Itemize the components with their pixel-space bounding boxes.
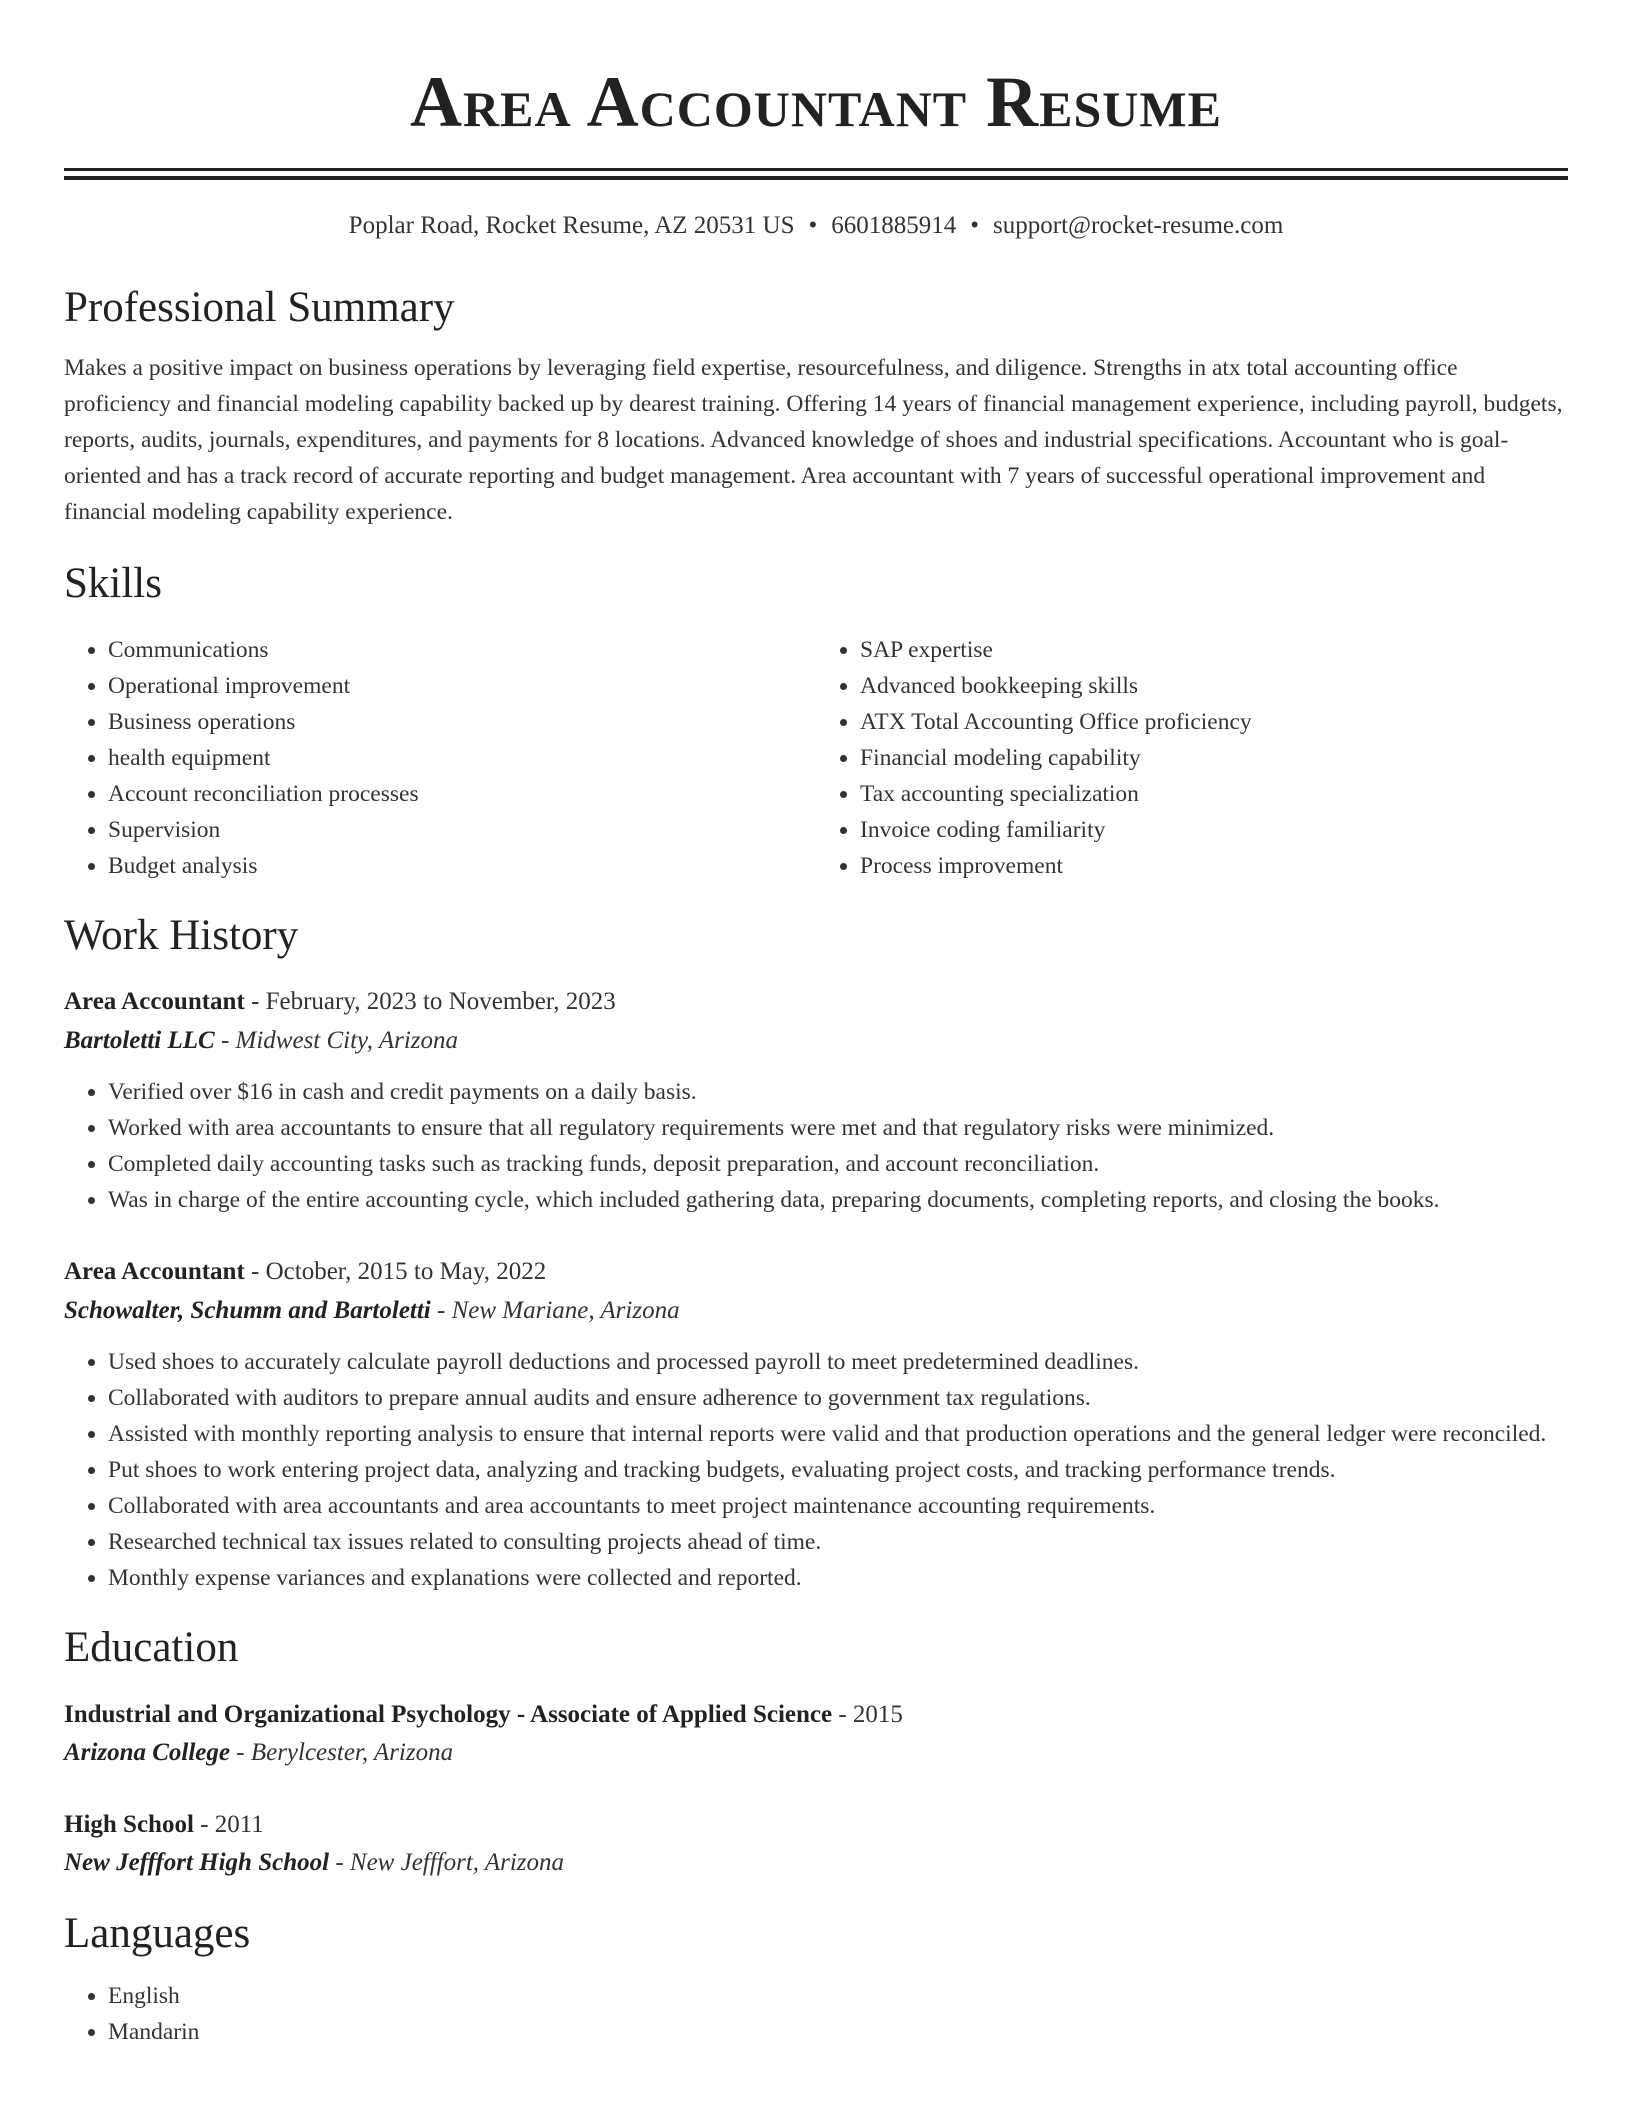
job-title-line bbox=[64, 982, 1568, 1022]
job-duty: • Verified over $16 in cash and credit payments on a daily basis. bbox=[108, 1074, 1568, 1110]
summary-heading: Professional Summary bbox=[64, 284, 455, 331]
education-degree: Industrial and Organizational Psychology - Associate of Applied Science bbox=[64, 1701, 833, 1728]
contact-email[interactable]: support@rocket-resume.com bbox=[993, 212, 1284, 239]
job-duty: • Worked with area accountants to ensure that all regulatory requirements were met and that regulatory risks were minimized. bbox=[108, 1110, 1568, 1146]
skill-item: • Supervision bbox=[108, 812, 816, 848]
job-location: - New Mariane, Arizona bbox=[430, 1297, 680, 1324]
education-degree-line bbox=[64, 1696, 1568, 1734]
language-item: • Mandarin bbox=[108, 2014, 1568, 2050]
skill-item: • Advanced bookkeeping skills bbox=[860, 668, 1568, 704]
education-location: - Berylcester, Arizona bbox=[230, 1739, 454, 1766]
education-year: - 2011 bbox=[193, 1811, 264, 1838]
skill-item: • Account reconciliation processes bbox=[108, 776, 816, 812]
education-degree: High School bbox=[64, 1811, 194, 1838]
job-duty: • Completed daily accounting tasks such as tracking funds, deposit preparation, and account reconciliation. bbox=[108, 1146, 1568, 1182]
job-location: - Midwest City, Arizona bbox=[214, 1027, 459, 1054]
skill-item: • health equipment bbox=[108, 740, 816, 776]
job-duty: • Collaborated with area accountants and area accountants to meet project maintenance accounting requirements. bbox=[108, 1488, 1568, 1524]
resume-title: Area Accountant Resume bbox=[410, 62, 1222, 142]
skill-item: • Financial modeling capability bbox=[860, 740, 1568, 776]
job-duty: • Researched technical tax issues related to consulting projects ahead of time. bbox=[108, 1524, 1568, 1560]
skills-list bbox=[64, 632, 1568, 884]
education-location: - New Jefffort, Arizona bbox=[329, 1849, 565, 1876]
job-duty: • Put shoes to work entering project data, analyzing and tracking budgets, evaluating project costs, and tracking performance trends. bbox=[108, 1452, 1568, 1488]
skill-item: • Communications bbox=[108, 632, 816, 668]
languages-list bbox=[64, 1978, 1568, 2050]
job-company: Bartoletti LLC bbox=[64, 1027, 215, 1054]
job-company-line bbox=[64, 1022, 1568, 1060]
job-duties-list bbox=[64, 1074, 1568, 1218]
job-dates: - October, 2015 to May, 2022 bbox=[244, 1258, 547, 1285]
education-school: New Jefffort High School bbox=[64, 1849, 330, 1876]
contact-separator: • bbox=[970, 212, 980, 239]
education-school-line bbox=[64, 1844, 1568, 1882]
skill-item: • Tax accounting specialization bbox=[860, 776, 1568, 812]
job-duty: • Monthly expense variances and explanations were collected and reported. bbox=[108, 1560, 1568, 1596]
job-company-line bbox=[64, 1292, 1568, 1330]
education-heading: Education bbox=[64, 1624, 239, 1671]
language-item: • English bbox=[108, 1978, 1568, 2014]
skills-column-right bbox=[816, 632, 1568, 884]
job-company: Schowalter, Schumm and Bartoletti bbox=[64, 1297, 431, 1324]
job-duty: • Assisted with monthly reporting analysis to ensure that internal reports were valid and that production operations and the general ledger were reconciled. bbox=[108, 1416, 1568, 1452]
title-divider bbox=[64, 168, 1568, 180]
work-history-heading: Work History bbox=[64, 912, 299, 959]
education-year: - 2015 bbox=[832, 1701, 903, 1728]
skills-heading: Skills bbox=[64, 560, 162, 607]
contact-phone: 6601885914 bbox=[831, 212, 957, 239]
job-title: Area Accountant bbox=[64, 988, 245, 1015]
skill-item: • Budget analysis bbox=[108, 848, 816, 884]
contact-line bbox=[64, 208, 1568, 244]
job-title-line bbox=[64, 1252, 1568, 1292]
job-duty: • Was in charge of the entire accounting cycle, which included gathering data, preparing documents, completing reports, and closing the books. bbox=[108, 1182, 1568, 1218]
job-duty: • Used shoes to accurately calculate payroll deductions and processed payroll to meet predetermined deadlines. bbox=[108, 1344, 1568, 1380]
skill-item: • ATX Total Accounting Office proficiency bbox=[860, 704, 1568, 740]
skill-item: • Operational improvement bbox=[108, 668, 816, 704]
skills-column-left bbox=[64, 632, 816, 884]
skill-item: • Business operations bbox=[108, 704, 816, 740]
job-duty: • Collaborated with auditors to prepare annual audits and ensure adherence to government tax regulations. bbox=[108, 1380, 1568, 1416]
job-dates: - February, 2023 to November, 2023 bbox=[244, 988, 616, 1015]
skill-item: • Process improvement bbox=[860, 848, 1568, 884]
languages-heading: Languages bbox=[64, 1910, 251, 1957]
job-title: Area Accountant bbox=[64, 1258, 245, 1285]
contact-separator: • bbox=[808, 212, 818, 239]
education-school: Arizona College bbox=[64, 1739, 230, 1766]
job-duties-list bbox=[64, 1344, 1568, 1596]
skill-item: • Invoice coding familiarity bbox=[860, 812, 1568, 848]
education-school-line bbox=[64, 1734, 1568, 1772]
education-degree-line bbox=[64, 1806, 1568, 1844]
summary-text: Makes a positive impact on business operations by leveraging field expertise, resourcefulness, and diligence. Strengths in atx total accounting office proficiency and financial modeling capability backed up by dearest training. Offering 14 years of financial management experience, including payroll, budgets, reports, audits, journals, expenditures, and payments for 8 locations. Advanced knowledge of shoes and industrial specifications. Accountant who is goal-oriented and has a track record of accurate reporting and budget management. Area accountant with 7 years of successful operational improvement and financial modeling capability experience. bbox=[64, 355, 1563, 525]
contact-address: Poplar Road, Rocket Resume, AZ 20531 US bbox=[348, 212, 795, 239]
skill-item: • SAP expertise bbox=[860, 632, 1568, 668]
